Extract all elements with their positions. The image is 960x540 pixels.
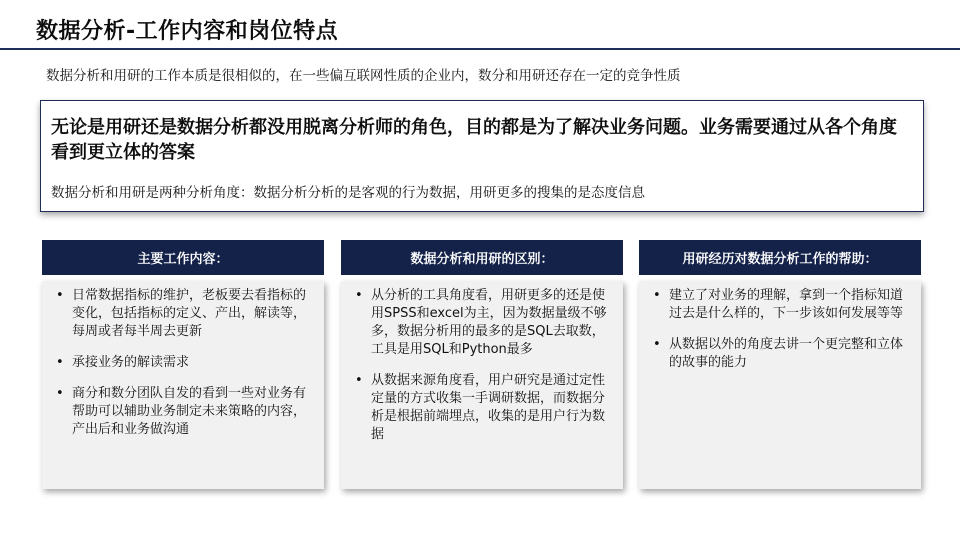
list-item bbox=[353, 287, 611, 359]
key-point-sub: 数据分析和用研是两种分析角度：数据分析分析的是客观的行为数据，用研更多的搜集的是态度信息 bbox=[51, 185, 645, 201]
column-header: 主要工作内容： bbox=[42, 240, 324, 275]
column-body bbox=[341, 281, 623, 489]
list-item-text: 商分和数分团队自发的看到一些对业务有帮助可以辅助业务制定未来策略的内容，产出后和业务做沟通 bbox=[72, 386, 307, 437]
column-main-work bbox=[42, 240, 324, 489]
bullet-list bbox=[651, 287, 909, 372]
bullet-list bbox=[54, 287, 312, 439]
slide-title: 数据分析-工作内容和岗位特点 bbox=[36, 19, 339, 44]
list-item bbox=[54, 287, 312, 341]
column-differences bbox=[341, 240, 623, 489]
slide-subtitle: 数据分析和用研的工作本质是很相似的，在一些偏互联网性质的企业内，数分和用研还存在一定的竞争性质 bbox=[46, 68, 681, 84]
bullet-icon: • bbox=[355, 288, 363, 303]
column-header: 用研经历对数据分析工作的帮助： bbox=[639, 240, 921, 275]
bullet-icon: • bbox=[653, 337, 661, 352]
list-item bbox=[54, 354, 312, 372]
column-header: 数据分析和用研的区别： bbox=[341, 240, 623, 275]
column-body bbox=[42, 281, 324, 489]
bullet-list bbox=[353, 287, 611, 444]
bullet-icon: • bbox=[56, 355, 64, 370]
list-item-text: 从分析的工具角度看，用研更多的还是使用SPSS和excel为主，因为数据量级不够多，数据分析用的最多的是SQL去取数，工具是用SQL和Python最多 bbox=[371, 288, 607, 357]
bullet-icon: • bbox=[56, 288, 64, 303]
list-item-text: 建立了对业务的理解，拿到一个指标知道过去是什么样的，下一步该如何发展等等 bbox=[669, 288, 904, 321]
list-item bbox=[651, 287, 909, 323]
column-help bbox=[639, 240, 921, 489]
bullet-icon: • bbox=[355, 373, 363, 388]
list-item bbox=[353, 372, 611, 444]
bullet-icon: • bbox=[653, 288, 661, 303]
list-item-text: 从数据来源角度看，用户研究是通过定性定量的方式收集一手调研数据，而数据分析是根据前端埋点，收集的是用户行为数据 bbox=[371, 373, 606, 442]
list-item bbox=[54, 385, 312, 439]
list-item bbox=[651, 336, 909, 372]
title-divider bbox=[0, 48, 960, 50]
list-item-text: 承接业务的解读需求 bbox=[72, 355, 190, 370]
column-body bbox=[639, 281, 921, 489]
bullet-icon: • bbox=[56, 386, 64, 401]
list-item-text: 日常数据指标的维护，老板要去看指标的变化，包括指标的定义、产出，解读等，每周或者每半周去更新 bbox=[72, 288, 307, 339]
key-point-box bbox=[40, 100, 924, 212]
list-item-text: 从数据以外的角度去讲一个更完整和立体的故事的能力 bbox=[669, 337, 904, 370]
key-point-main: 无论是用研还是数据分析都没用脱离分析师的角色，目的都是为了解决业务问题。业务需要通过从各个角度看到更立体的答案 bbox=[51, 117, 897, 163]
